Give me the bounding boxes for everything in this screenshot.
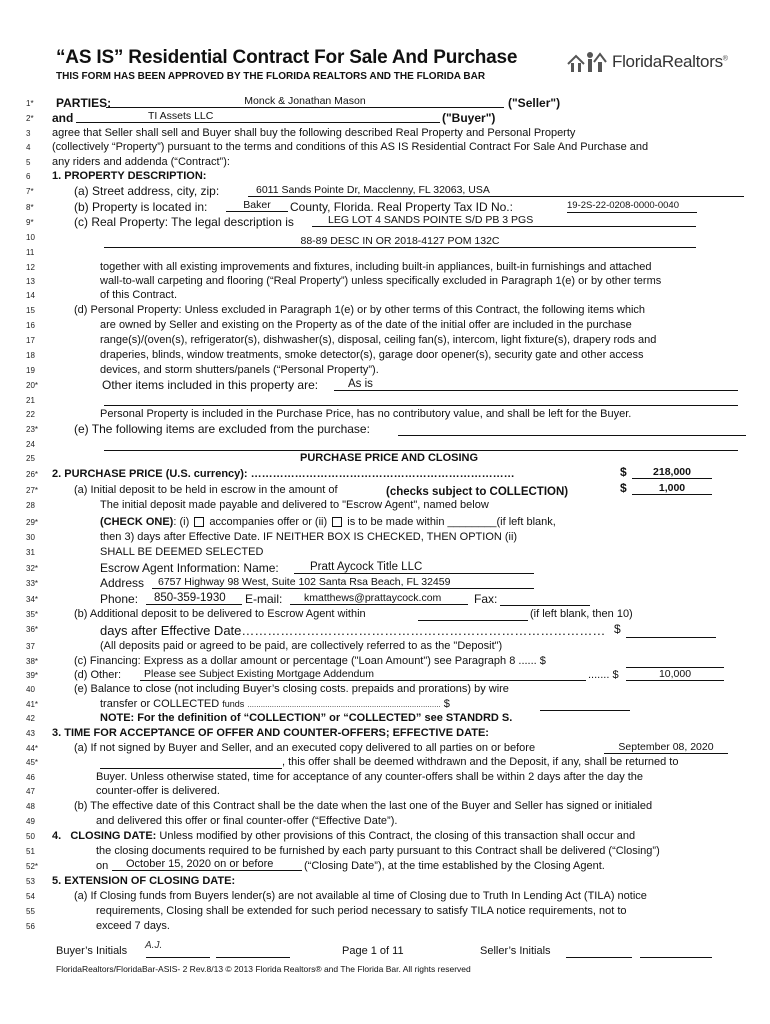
balance-to-close-label: (e) Balance to close (not including Buyer’s closing costs. prepaids and prorations) by wire — [74, 683, 509, 695]
balance-amount-field[interactable] — [540, 709, 630, 711]
line-number: 18 — [26, 351, 35, 360]
option-i-label: : (i) — [173, 516, 190, 528]
initial-deposit-field[interactable]: 1,000 — [632, 482, 712, 495]
purchase-price-heading: 2. PURCHASE PRICE (U.S. currency): ……………………………………………………………… — [52, 468, 515, 480]
line-number: 15 — [26, 306, 35, 315]
initial-deposit-note: (checks subject to COLLECTION) — [386, 486, 569, 498]
line-number: 12 — [26, 263, 35, 272]
line-number: 14 — [26, 291, 35, 300]
seller-initials-field-1[interactable] — [566, 956, 632, 958]
line-number: 41* — [26, 700, 39, 709]
closing-date-field[interactable]: October 15, 2020 on or before — [112, 858, 302, 871]
check-one-line — [100, 516, 556, 529]
closing-on-label: on — [96, 860, 109, 872]
deposit-dollar-sign: $ — [620, 481, 627, 495]
additional-deposit-label: (b) Additional deposit to be delivered to Escrow Agent within — [74, 608, 366, 620]
line-number: 2* — [26, 114, 34, 123]
line-number: 19 — [26, 366, 35, 375]
line-number: 43 — [26, 729, 35, 738]
seller-initials-label: Seller’s Initials — [480, 945, 551, 957]
escrow-name-label: Escrow Agent Information: Name: — [100, 561, 279, 575]
closing-date-line-1: 4. CLOSING DATE: Unless modified by other provisions of this Contract, the closing of this transaction shall occur and — [52, 830, 636, 842]
financing-label: (c) Financing: Express as a dollar amount or percentage ("Loan Amount") see Paragraph 8 ...... $ — [74, 655, 546, 667]
line-number: 8* — [26, 203, 34, 212]
effective-date-line-1: (b) The effective date of this Contract shall be the date when the last one of the Buyer and Seller has signed or initialed — [74, 800, 653, 812]
legal-label: (c) Real Property: The legal description is — [74, 215, 294, 229]
together-line-3: of this Contract. — [100, 289, 178, 301]
acceptance-a-line-4: counter-offer is delivered. — [96, 785, 220, 797]
agree-line-3: any riders and addenda (“Contract”): — [52, 156, 230, 168]
all-deposits-text: (All deposits paid or agreed to be paid, are collectively referred to as the "Deposit") — [100, 640, 503, 652]
tax-id-field[interactable]: 19-2S-22-0208-0000-0040 — [567, 200, 697, 213]
other-items-field[interactable]: As is — [334, 378, 738, 391]
buyer-initials-label: Buyer’s Initials — [56, 945, 128, 957]
excluded-line-2[interactable] — [104, 449, 738, 451]
together-line-1: together with all existing improvements and fixtures, including built-in appliances, built-in furnishings and attached — [100, 261, 652, 273]
escrow-email-field[interactable]: kmatthews@prattaycock.com — [290, 592, 468, 605]
line-number: 37 — [26, 642, 35, 651]
deemed-selected-text: SHALL BE DEEMED SELECTED — [100, 546, 264, 558]
funds-label: funds — [222, 699, 245, 709]
other-items-label: Other items included in this property are: — [102, 378, 319, 392]
county-suffix: County, Florida. Real Property Tax ID No.: — [290, 200, 513, 214]
purchase-price-field[interactable]: 218,000 — [632, 466, 712, 479]
line-number: 23* — [26, 425, 39, 434]
personal-property-line-3: range(s)/(oven(s), refrigerator(s), dishwasher(s), disposal, ceiling fan(s), intercom, light fixture(s), drapery rods and — [100, 334, 657, 346]
logo-wordmark: FloridaRealtors® — [612, 52, 728, 71]
check-one-label: (CHECK ONE) — [100, 516, 174, 528]
parties-label: PARTIES: — [56, 96, 112, 110]
line-number: 25 — [26, 454, 35, 463]
additional-deposit-suffix: (if left blank, then 10) — [530, 608, 633, 620]
additional-deposit-amount-field[interactable] — [626, 636, 716, 638]
buyer-initials-mark: A.J. — [145, 940, 163, 951]
additional-deposit-days-field[interactable] — [418, 619, 528, 621]
line-number: 55 — [26, 907, 35, 916]
line-number: 17 — [26, 336, 35, 345]
located-label: (b) Property is located in: — [74, 200, 208, 214]
option-i-text: accompanies offer or (ii) — [209, 516, 328, 528]
acceptance-time-field[interactable] — [100, 767, 282, 769]
line-number: 34* — [26, 595, 39, 604]
then-3-days-text: then 3) days after Effective Date. IF NEITHER BOX IS CHECKED, THEN OPTION (ii) — [100, 531, 518, 543]
line-number: 44* — [26, 744, 39, 753]
line-number: 32* — [26, 564, 39, 573]
escrow-email-label: E-mail: — [245, 592, 283, 606]
property-heading: 1. PROPERTY DESCRIPTION: — [52, 170, 207, 182]
line-number: 5 — [26, 158, 31, 167]
line-number: 27* — [26, 486, 39, 495]
line-number: 26* — [26, 470, 39, 479]
time-acceptance-heading: 3. TIME FOR ACCEPTANCE OF OFFER AND COUNTER-OFFERS; EFFECTIVE DATE: — [52, 727, 489, 739]
line-number: 39* — [26, 671, 39, 680]
line-number: 24 — [26, 440, 35, 449]
line-number: 10 — [26, 233, 35, 242]
extension-line-1: (a) If Closing funds from Buyers lender(s) are not available al time of Closing due to Truth In Lending Act (TILA) notice — [74, 890, 647, 902]
line-number: 13 — [26, 277, 35, 286]
extension-line-2: requirements, Closing shall be extended for such period necessary to satisfy TILA notice requirements, not to — [96, 905, 627, 917]
line-number: 9* — [26, 218, 34, 227]
document-title: “AS IS” Residential Contract For Sale And Purchase — [56, 47, 518, 68]
seller-name-field[interactable]: Monck & Jonathan Mason — [106, 95, 504, 108]
acceptance-a-line-3: Buyer. Unless otherwise stated, time for acceptance of any counter-offers shall be within 2 days after the day the — [96, 771, 644, 783]
personal-property-line-5: devices, and storm shutters/panels (“Personal Property”). — [100, 364, 379, 376]
collection-note: NOTE: For the definition of “COLLECTION” or “COLLECTED” see STANDRD S. — [100, 712, 513, 724]
days-after-effective-text: days after Effective Date………………………………………………………………………… — [100, 623, 606, 638]
extension-heading: 5. EXTENSION OF CLOSING DATE: — [52, 875, 236, 887]
line-number: 48 — [26, 802, 35, 811]
copyright-line: FloridaRealtors/FloridaBar-ASIS- 2 Rev.8/13 © 2013 Florida Realtors® and The Florida Bar. All rights reserved — [56, 964, 471, 974]
legal-description-2-field[interactable]: 88-89 DESC IN OR 2018-4127 POM 132C — [104, 235, 696, 248]
accompanies-offer-checkbox[interactable] — [194, 517, 204, 527]
personal-property-line-2: are owned by Seller and existing on the Property as of the date of the initial offer are included in the purchase — [100, 319, 632, 331]
line-number: 1* — [26, 99, 34, 108]
line-number: 46 — [26, 773, 35, 782]
acceptance-a-line-2: , this offer shall be deemed withdrawn and the Deposit, if any, shall be returned to — [282, 756, 679, 768]
escrow-phone-label: Phone: — [100, 592, 139, 606]
balance-dollar: $ — [443, 698, 450, 710]
acceptance-a-label: (a) If not signed by Buyer and Seller, and an executed copy delivered to all parties on or before — [74, 742, 536, 754]
line-number: 35* — [26, 610, 39, 619]
escrow-fax-field[interactable] — [500, 604, 590, 606]
line-number: 56 — [26, 922, 35, 931]
buyer-initials-field-2[interactable] — [216, 956, 290, 958]
other-amount-field[interactable]: 10,000 — [626, 668, 724, 681]
pp-included-text: Personal Property is included in the Purchase Price, has no contributory value, and shall be left for the Buyer. — [100, 408, 632, 420]
county-field[interactable]: Baker — [226, 199, 288, 212]
line-number: 52* — [26, 862, 39, 871]
price-dollar-sign: $ — [620, 465, 627, 479]
agree-line-2: (collectively “Property”) pursuant to the terms and conditions of this AS IS Residential Contract For Sale And Purchase and — [52, 141, 649, 153]
other-label: (d) Other: — [74, 669, 122, 681]
excluded-label: (e) The following items are excluded from the purchase: — [74, 422, 370, 436]
seller-initials-field-2[interactable] — [640, 956, 712, 958]
additional-deposit-dollar: $ — [614, 622, 621, 636]
line-number: 7* — [26, 187, 34, 196]
line-number: 53 — [26, 877, 35, 886]
florida-realtors-logo — [566, 49, 728, 75]
line-number: 16 — [26, 321, 35, 330]
line-number: 51 — [26, 847, 35, 856]
line-number: 6 — [26, 172, 31, 181]
personal-property-line-1: (d) Personal Property: Unless excluded in Paragraph 1(e) or by other terms of this Contract, the following items which — [74, 304, 646, 316]
other-dots: ....... $ — [588, 669, 619, 681]
other-items-line-2[interactable] — [104, 404, 738, 406]
line-number: 50 — [26, 832, 35, 841]
line-number: 11 — [26, 248, 35, 257]
line-number: 49 — [26, 817, 35, 826]
other-description-field[interactable]: Please see Subject Existing Mortgage Addendum — [140, 668, 586, 681]
escrow-address-label: Address — [100, 576, 145, 590]
transfer-collected-label: transfer or COLLECTED — [100, 698, 220, 710]
line-number: 40 — [26, 685, 35, 694]
extension-line-3: exceed 7 days. — [96, 920, 170, 932]
closing-date-line-3: (“Closing Date”), at the time established by the Closing Agent. — [304, 860, 605, 872]
personal-property-line-4: draperies, blinds, window treatments, smoke detector(s), garage door opener(s), security gate and other access — [100, 349, 644, 361]
line-number: 33* — [26, 579, 39, 588]
line-number: 22 — [26, 410, 35, 419]
buyer-suffix: ("Buyer") — [442, 111, 496, 125]
within-days-checkbox[interactable] — [332, 517, 342, 527]
seller-suffix: ("Seller") — [508, 96, 561, 110]
legal-description-1-field[interactable]: LEG LOT 4 SANDS POINTE S/D PB 3 PGS — [312, 214, 696, 227]
line-number: 29* — [26, 518, 39, 527]
excluded-field[interactable] — [398, 434, 746, 436]
line-number: 20* — [26, 381, 39, 390]
together-line-2: wall-to-wall carpeting and flooring (“Real Property”) unless specifically excluded in Paragraph 1(e) or by other terms — [100, 275, 662, 287]
line-number: 4 — [26, 143, 31, 152]
closing-date-heading: CLOSING DATE: — [70, 830, 157, 842]
purchase-price-section-heading: PURCHASE PRICE AND CLOSING — [300, 452, 479, 464]
line-number: 3 — [26, 129, 31, 138]
line-number: 54 — [26, 892, 35, 901]
line-number: 38* — [26, 657, 39, 666]
street-label: (a) Street address, city, zip: — [74, 184, 220, 198]
buyer-name-field[interactable]: TI Assets LLC — [76, 110, 440, 123]
escrow-fax-label: Fax: — [474, 592, 498, 606]
initial-deposit-label: (a) Initial deposit to be held in escrow in the amount of — [74, 484, 338, 496]
escrow-phone-field[interactable]: 850-359-1930 — [146, 592, 242, 605]
line-number: 42 — [26, 714, 35, 723]
street-address-field[interactable]: 6011 Sands Pointe Dr, Macclenny, FL 32063, USA — [248, 184, 744, 197]
line-number: 47 — [26, 787, 35, 796]
closing-date-line-2: the closing documents required to be furnished by each party pursuant to this Contract shall be delivered (“Closing”) — [96, 845, 660, 857]
and-label: and — [52, 111, 74, 125]
line-number: 36* — [26, 625, 39, 634]
effective-date-line-2: and delivered this offer or final counter-offer (“Effective Date”). — [96, 815, 398, 827]
house-people-icon — [566, 50, 608, 74]
page-number: Page 1 of 11 — [342, 945, 404, 957]
line-number: 45* — [26, 758, 39, 767]
line-number: 30 — [26, 533, 35, 542]
acceptance-deadline-field[interactable]: September 08, 2020 — [604, 741, 728, 754]
balance-transfer-text: transfer or COLLECTED funds ....................................................................................... $ — [100, 698, 450, 710]
approval-subtitle: THIS FORM HAS BEEN APPROVED BY THE FLORIDA REALTORS AND THE FLORIDA BAR — [56, 71, 486, 82]
escrow-name-field[interactable]: Pratt Aycock Title LLC — [294, 561, 534, 574]
agree-line-1: agree that Seller shall sell and Buyer shall buy the following described Real Property and Personal Property — [52, 127, 576, 139]
option-ii-text: is to be made within ________(if left blank, — [347, 516, 556, 528]
escrow-address-field[interactable]: 6757 Highway 98 West, Suite 102 Santa Rsa Beach, FL 32459 — [152, 576, 534, 589]
line-number: 31 — [26, 548, 35, 557]
buyer-initials-field-1[interactable] — [146, 956, 210, 958]
escrow-payable-text: The initial deposit made payable and delivered to "Escrow Agent", named below — [100, 499, 489, 511]
line-number: 21 — [26, 396, 35, 405]
line-number: 28 — [26, 501, 35, 510]
